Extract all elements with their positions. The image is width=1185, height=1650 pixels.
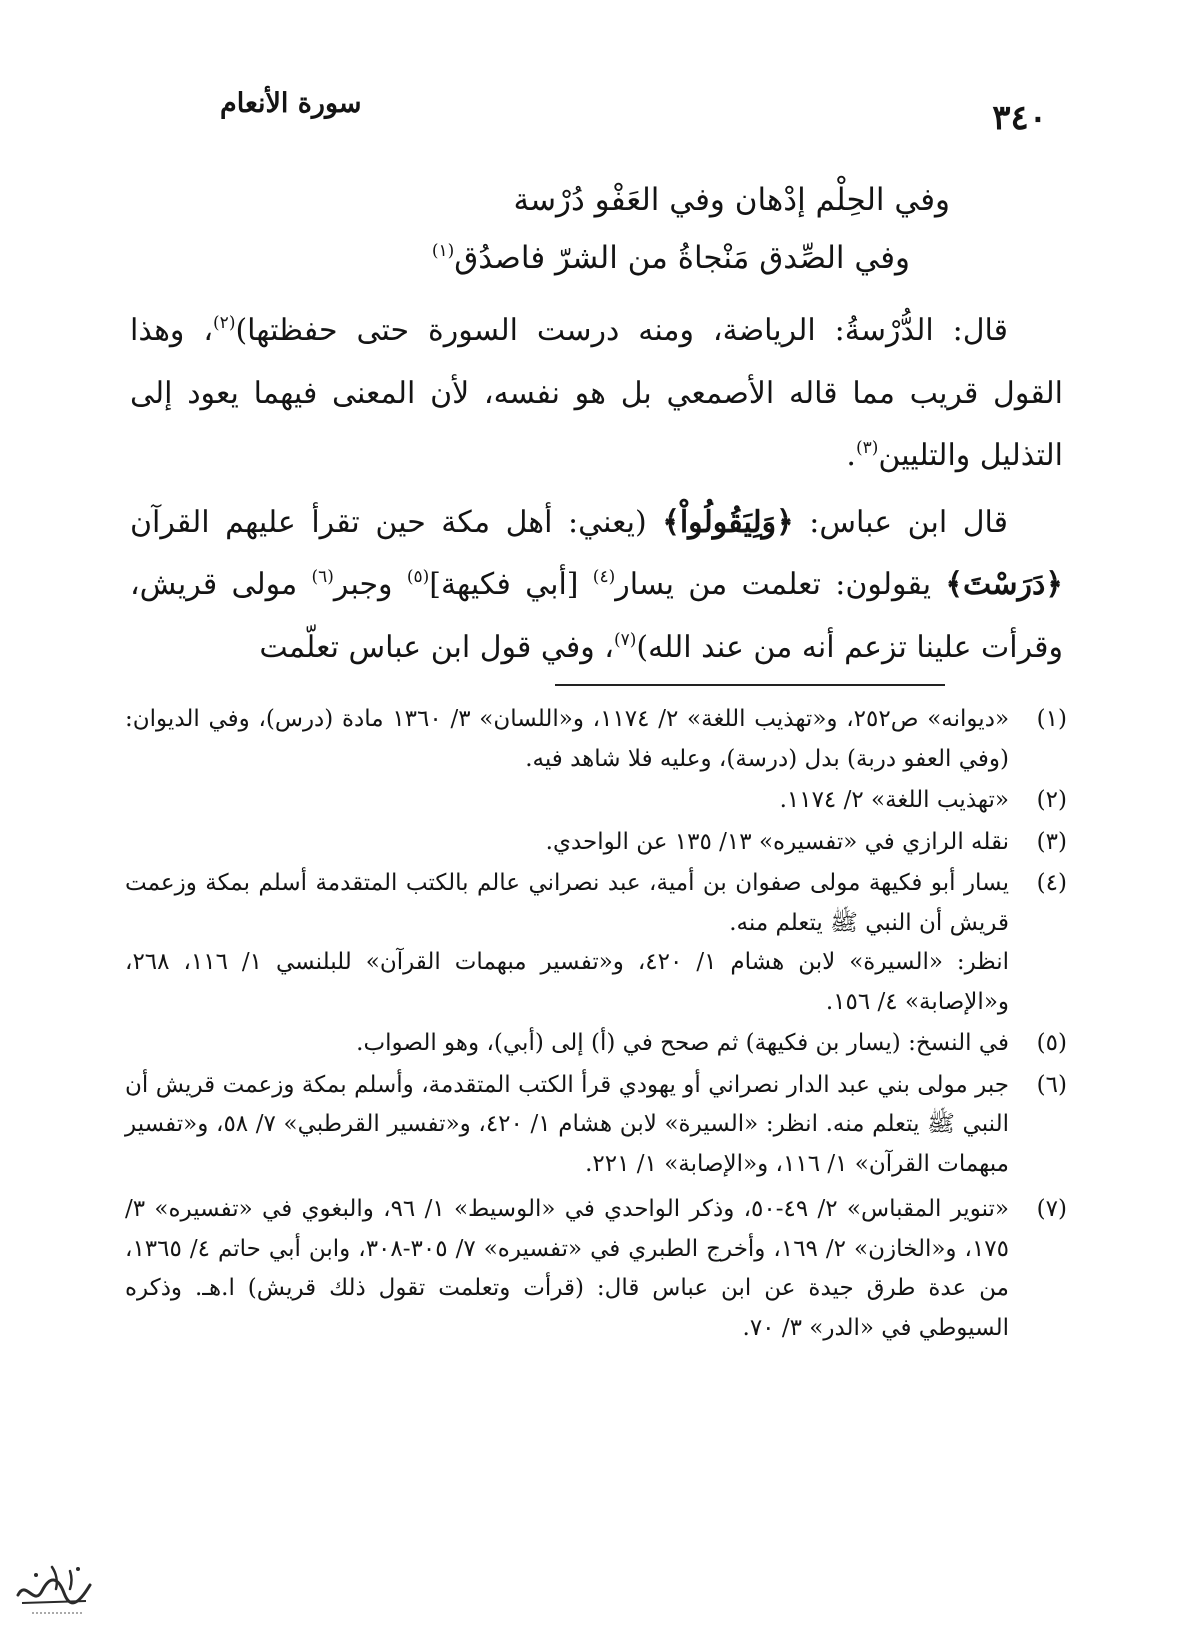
library-stamp-logo: [12, 1555, 96, 1621]
page-number: ٣٤٠: [992, 98, 1047, 138]
footnote-4: [125, 864, 1067, 1022]
footnote-text: في النسخ: (يسار بن فكيهة) ثم صحح في (أ) إلى (أبي)، وهو الصواب.: [356, 1030, 1009, 1056]
footnote-text: «ديوانه» ص٢٥٢، و«تهذيب اللغة» ٢/ ١١٧٤، و«اللسان» ٣/ ١٣٦٠ مادة (درس)، وفي الديوان: (وفي العفو دربة) بدل (درسة)، وعليه فلا شاهد فيه.: [125, 706, 1010, 772]
footnote-text: جبر مولى بني عبد الدار نصراني أو يهودي قرأ الكتب المتقدمة، وأسلم بمكة وزعمت قريش أن النبي ﷺ يتعلم منه. انظر: «السيرة» لابن هشام ١/ ٤٢٠، و«تفسير القرطبي» ٧/ ٥٨، و«تفسير مبهمات القرآن» ١/ ١١٦، و«الإصابة» ١/ ٢٢١.: [125, 1071, 1010, 1177]
footnote-ref-3: (٣): [855, 438, 879, 458]
footnote-ref-6: (٦): [311, 567, 334, 587]
footnote-number: (٧): [1036, 1196, 1067, 1222]
verse-line-2: [432, 240, 910, 276]
verse-line-1: وفي الحِلْم إدْهان وفي العَفْو دُرْسة: [513, 182, 950, 218]
footnote-ref-2: (٢): [213, 313, 236, 333]
paragraph-2-text-f: مولى قريش، وقرأت علينا تزعم أنه من عند الله): [130, 567, 1063, 665]
footnote-6: [125, 1066, 1067, 1185]
footnote-text: نقله الرازي في «تفسيره» ١٣/ ١٣٥ عن الواحدي.: [545, 828, 1009, 855]
paragraph-2: [130, 492, 1063, 680]
footnote-ref-1: (١): [431, 241, 455, 261]
footnote-number: (٢): [1036, 787, 1067, 813]
verse-line-2-text: وفي الصِّدق مَنْجاةُ من الشرّ فاصدُق: [454, 240, 910, 276]
paragraph-2-text-a: قال ابن عباس:: [793, 504, 1009, 540]
paragraph-2-text-g: ، وفي قول ابن عباس تعلّمت: [259, 629, 614, 665]
footnote-number: (١): [1036, 706, 1067, 732]
paragraph-2-text-d: [أبي فكيهة]: [429, 567, 593, 602]
footnotes: [125, 700, 1067, 1350]
footnote-number: (٦): [1036, 1071, 1067, 1098]
paragraph-2-text-b: (يعني: أهل مكة حين تقرأ عليهم القرآن: [130, 504, 663, 540]
footnote-ref-4: (٤): [592, 567, 616, 587]
quran-quote-1: ﴿وَلِيَقُولُواْ﴾: [662, 504, 794, 540]
paragraph-2-text-c: يقولون: تعلمت من يسار: [615, 567, 946, 602]
paragraph-1-text-c: .: [846, 438, 856, 473]
footnote-text: «تهذيب اللغة» ٢/ ١١٧٤.: [779, 787, 1009, 813]
footnote-number: (٥): [1036, 1030, 1067, 1056]
footnote-text-extra: انظر: «السيرة» لابن هشام ١/ ٤٢٠، و«تفسير مبهمات القرآن» للبلنسي ١/ ١١٦، ٢٦٨، و«الإصابة» ٤/ ١٥٦.: [125, 949, 1010, 1015]
footnote-number: (٤): [1036, 870, 1067, 896]
footnote-2: [125, 781, 1067, 821]
paragraph-1-text-b: ، وهذا القول قريب مما قاله الأصمعي بل هو نفسه، لأن المعنى فيهما يعود إلى التذليل والتليين: [130, 313, 1063, 473]
paragraph-1: [130, 300, 1063, 488]
page-header: [220, 88, 1067, 148]
footnote-7: [125, 1190, 1067, 1348]
footnote-5: [125, 1024, 1067, 1064]
main-text: [130, 300, 1063, 679]
footnote-ref-7: (٧): [613, 629, 637, 650]
footnote-3: [125, 823, 1067, 863]
footnote-text: يسار أبو فكيهة مولى صفوان بن أمية، عبد نصراني عالم بالكتب المتقدمة أسلم بمكة وزعمت قريش أن النبي ﷺ يتعلم منه.: [125, 870, 1009, 936]
quran-quote-2: ﴿دَرَسْتَ﴾: [945, 567, 1063, 602]
paragraph-1-text-a: قال: الدُّرْسةُ: الرياضة، ومنه درست السورة حتى حفظتها): [235, 313, 1009, 348]
surah-title: سورة الأنعام: [220, 88, 362, 119]
paragraph-2-text-e: وجبر: [333, 567, 407, 602]
footnote-separator: [555, 684, 945, 686]
footnote-ref-5: (٥): [406, 567, 430, 587]
footnote-number: (٣): [1036, 828, 1067, 855]
footnote-text: «تنوير المقباس» ٢/ ٤٩-٥٠، وذكر الواحدي في «الوسيط» ١/ ٩٦، والبغوي في «تفسيره» ٣/ ١٧٥، و«الخازن» ٢/ ١٦٩، وأخرج الطبري في «تفسيره» ٧/ ٣٠٥-٣٠٨، وابن أبي حاتم ٤/ ١٣٦٥، من عدة طرق جيدة عن ابن عباس قال: (قرأت وتعلمت تقول ذلك قريش) ا.هـ. وذكره السيوطي في «الدر» ٣/ ٧٠.: [125, 1196, 1010, 1341]
footnote-1: [125, 700, 1067, 779]
